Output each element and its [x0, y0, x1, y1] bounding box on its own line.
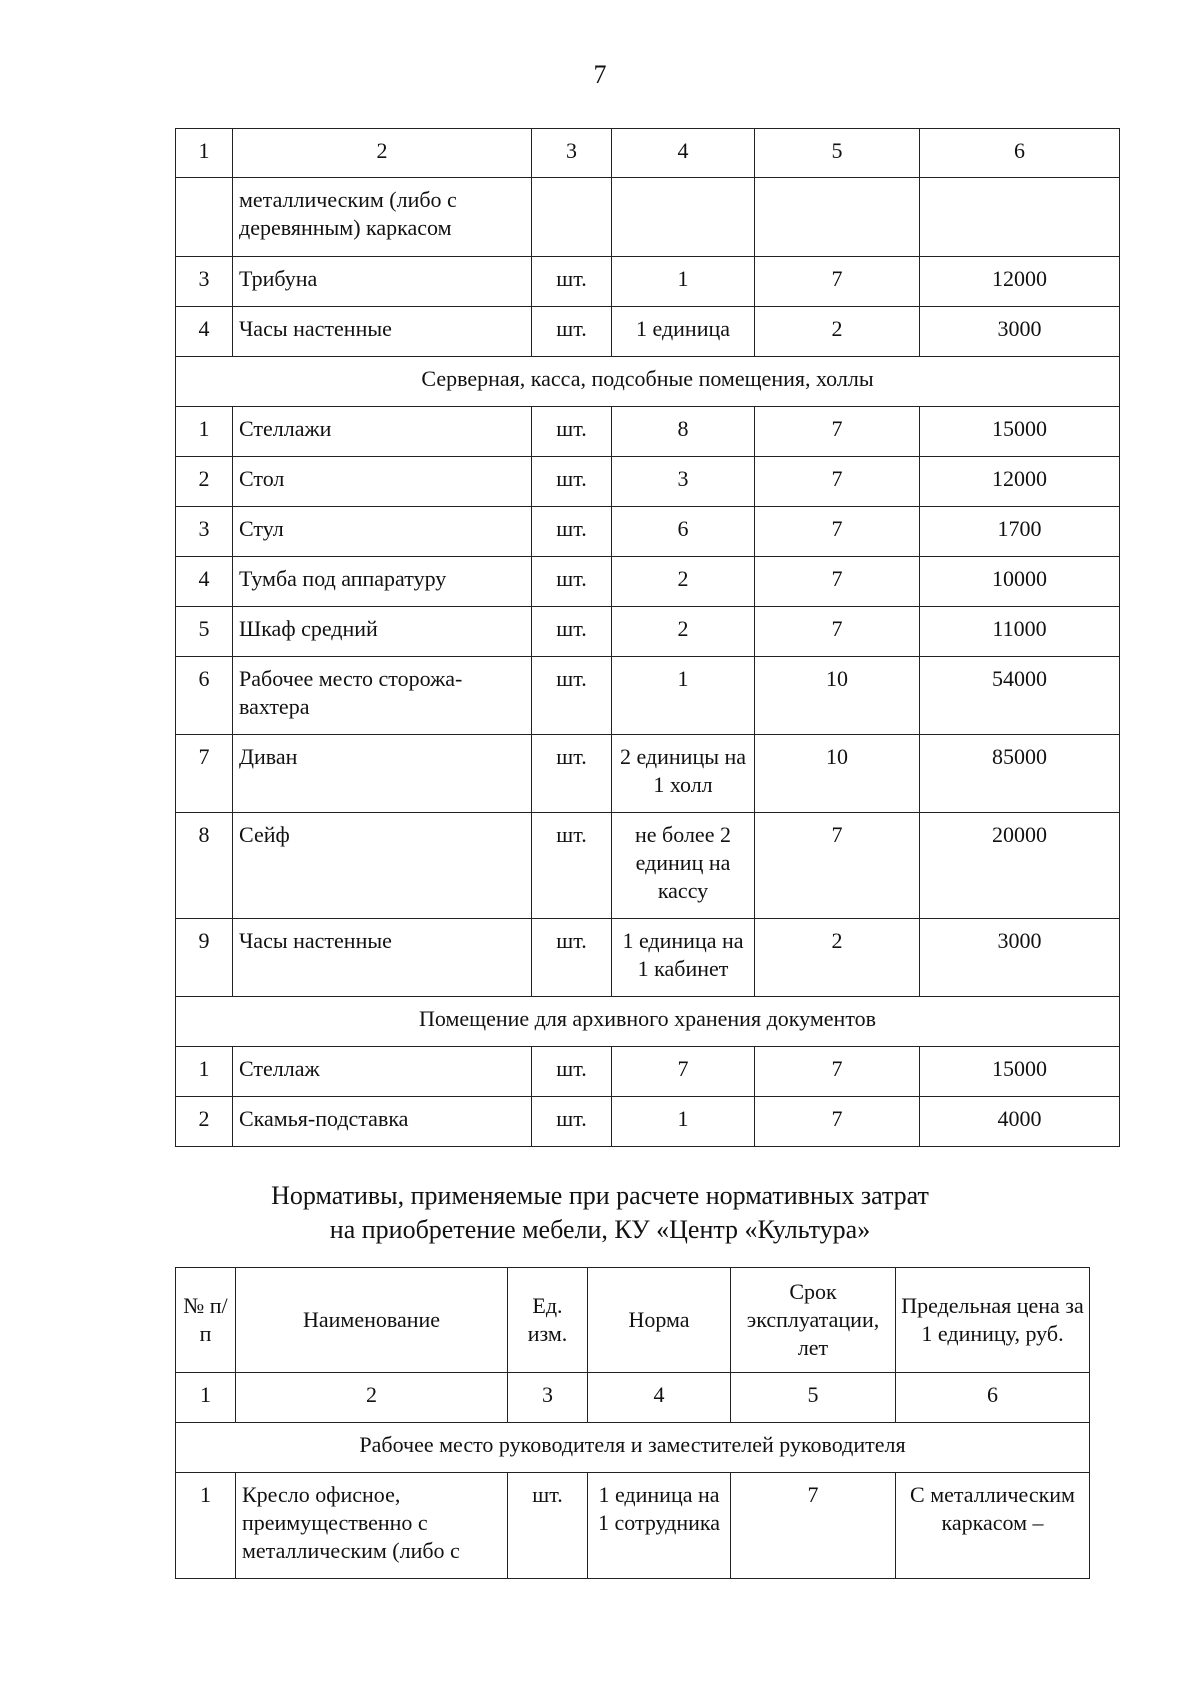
column-number-row	[176, 129, 1120, 178]
row-number: 9	[176, 919, 233, 997]
col-number-5: 5	[731, 1373, 896, 1423]
office-furniture-norms-table	[175, 1267, 1090, 1579]
unit: шт.	[532, 507, 612, 557]
service-life: 7	[755, 1097, 920, 1147]
row-number: 5	[176, 607, 233, 657]
norm: не более 2 единиц на кассу	[612, 813, 755, 919]
unit: шт.	[532, 407, 612, 457]
col-number-1: 1	[176, 129, 233, 178]
service-life: 10	[755, 657, 920, 735]
unit: шт.	[532, 457, 612, 507]
unit: шт.	[532, 607, 612, 657]
heading-line-1: Нормативы, применяемые при расчете нормативных затрат	[271, 1181, 929, 1210]
norm: 3	[612, 457, 755, 507]
table-row	[176, 257, 1120, 307]
header-service-life: Срок эксплуатации, лет	[731, 1268, 896, 1373]
table-row	[176, 607, 1120, 657]
col-number-1: 1	[176, 1373, 236, 1423]
item-name: Тумба под аппаратуру	[233, 557, 532, 607]
norm: 2 единицы на 1 холл	[612, 735, 755, 813]
item-name: Сейф	[233, 813, 532, 919]
service-life: 2	[755, 919, 920, 997]
row-number: 1	[176, 1473, 236, 1579]
max-price: 11000	[920, 607, 1120, 657]
service-life: 7	[755, 457, 920, 507]
heading-line-2: на приобретение мебели, КУ «Центр «Культура»	[329, 1215, 871, 1244]
header-unit: Ед. изм.	[508, 1268, 588, 1373]
norm: 2	[612, 557, 755, 607]
item-name: Стеллажи	[233, 407, 532, 457]
section-title: Рабочее место руководителя и заместителей руководителя	[176, 1423, 1090, 1473]
service-life: 7	[755, 507, 920, 557]
unit: шт.	[532, 257, 612, 307]
table-row	[176, 507, 1120, 557]
service-life: 7	[755, 607, 920, 657]
item-name: Рабочее место сторожа-вахтера	[233, 657, 532, 735]
unit: шт.	[532, 813, 612, 919]
row-number: 6	[176, 657, 233, 735]
item-name: Стеллаж	[233, 1047, 532, 1097]
norm: 2	[612, 607, 755, 657]
unit: шт.	[532, 657, 612, 735]
item-name: Скамья-подставка	[233, 1097, 532, 1147]
item-name: Часы настенные	[233, 307, 532, 357]
unit: шт.	[532, 919, 612, 997]
item-name: Трибуна	[233, 257, 532, 307]
service-life: 7	[755, 407, 920, 457]
table-row	[176, 657, 1120, 735]
norm: 7	[612, 1047, 755, 1097]
max-price: 10000	[920, 557, 1120, 607]
max-price: С металлическим каркасом –	[896, 1473, 1090, 1579]
max-price: 85000	[920, 735, 1120, 813]
table-row	[176, 178, 1120, 257]
table-row	[176, 1047, 1120, 1097]
unit: шт.	[532, 557, 612, 607]
max-price: 1700	[920, 507, 1120, 557]
norm	[612, 178, 755, 257]
unit: шт.	[532, 307, 612, 357]
item-name: металлическим (либо с деревянным) каркасом	[233, 178, 532, 257]
row-number: 7	[176, 735, 233, 813]
item-name: Шкаф средний	[233, 607, 532, 657]
col-number-2: 2	[233, 129, 532, 178]
max-price: 12000	[920, 257, 1120, 307]
item-name: Стол	[233, 457, 532, 507]
furniture-norms-table-continued	[175, 128, 1120, 1147]
row-number: 1	[176, 1047, 233, 1097]
page-number: 7	[593, 60, 607, 89]
col-number-3: 3	[532, 129, 612, 178]
column-number-row	[176, 1373, 1090, 1423]
row-number: 4	[176, 307, 233, 357]
section-heading	[0, 1179, 1200, 1247]
table-row	[176, 1097, 1120, 1147]
item-name: Диван	[233, 735, 532, 813]
table-row	[176, 307, 1120, 357]
norm: 8	[612, 407, 755, 457]
service-life: 10	[755, 735, 920, 813]
service-life: 7	[755, 1047, 920, 1097]
header-name: Наименование	[236, 1268, 508, 1373]
table-row	[176, 735, 1120, 813]
table-row	[176, 457, 1120, 507]
table-row	[176, 557, 1120, 607]
service-life: 7	[755, 813, 920, 919]
table-row	[176, 407, 1120, 457]
row-number: 2	[176, 1097, 233, 1147]
col-number-3: 3	[508, 1373, 588, 1423]
header-row	[176, 1268, 1090, 1373]
item-name: Часы настенные	[233, 919, 532, 997]
col-number-4: 4	[612, 129, 755, 178]
max-price: 15000	[920, 407, 1120, 457]
table-row	[176, 1473, 1090, 1579]
table-row	[176, 919, 1120, 997]
row-number	[176, 178, 233, 257]
unit: шт.	[532, 735, 612, 813]
max-price: 15000	[920, 1047, 1120, 1097]
service-life: 7	[755, 257, 920, 307]
service-life	[755, 178, 920, 257]
service-life: 7	[731, 1473, 896, 1579]
row-number: 8	[176, 813, 233, 919]
header-number: № п/п	[176, 1268, 236, 1373]
item-name: Стул	[233, 507, 532, 557]
max-price: 3000	[920, 307, 1120, 357]
max-price: 20000	[920, 813, 1120, 919]
norm: 1	[612, 257, 755, 307]
row-number: 3	[176, 257, 233, 307]
row-number: 4	[176, 557, 233, 607]
section-row	[176, 1423, 1090, 1473]
section-title: Помещение для архивного хранения документов	[176, 997, 1120, 1047]
item-name: Кресло офисное, преимущественно с металлическим (либо с	[236, 1473, 508, 1579]
section-title: Серверная, касса, подсобные помещения, холлы	[176, 357, 1120, 407]
max-price	[920, 178, 1120, 257]
section-row	[176, 997, 1120, 1047]
norm: 1 единица	[612, 307, 755, 357]
section-row	[176, 357, 1120, 407]
row-number: 3	[176, 507, 233, 557]
header-max-price: Предельная цена за 1 единицу, руб.	[896, 1268, 1090, 1373]
unit: шт.	[532, 1047, 612, 1097]
col-number-4: 4	[588, 1373, 731, 1423]
header-norm: Норма	[588, 1268, 731, 1373]
col-number-6: 6	[920, 129, 1120, 178]
norm: 1 единица на 1 кабинет	[612, 919, 755, 997]
service-life: 7	[755, 557, 920, 607]
row-number: 1	[176, 407, 233, 457]
norm: 1	[612, 657, 755, 735]
col-number-2: 2	[236, 1373, 508, 1423]
max-price: 3000	[920, 919, 1120, 997]
service-life: 2	[755, 307, 920, 357]
norm: 6	[612, 507, 755, 557]
norm: 1	[612, 1097, 755, 1147]
row-number: 2	[176, 457, 233, 507]
col-number-6: 6	[896, 1373, 1090, 1423]
norm: 1 единица на 1 сотрудника	[588, 1473, 731, 1579]
unit: шт.	[532, 1097, 612, 1147]
max-price: 54000	[920, 657, 1120, 735]
max-price: 12000	[920, 457, 1120, 507]
table-row	[176, 813, 1120, 919]
unit: шт.	[508, 1473, 588, 1579]
max-price: 4000	[920, 1097, 1120, 1147]
unit	[532, 178, 612, 257]
col-number-5: 5	[755, 129, 920, 178]
